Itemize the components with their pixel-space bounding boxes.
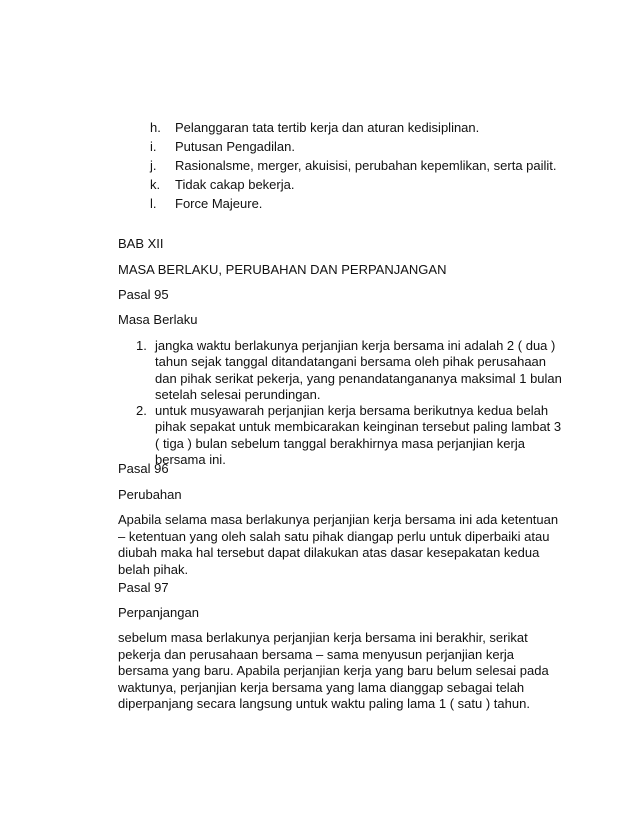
text-line: tahun sejak tanggal ditandatangani bersama oleh pihak perusahaan	[155, 354, 547, 370]
text-line: Apabila selama masa berlakunya perjanjian kerja bersama ini ada ketentuan	[118, 512, 559, 527]
list-item-text: Force Majeure.	[175, 196, 263, 211]
text-line: untuk musyawarah perjanjian kerja bersama berikutnya kedua belah	[155, 403, 549, 418]
pasal-95-heading: Pasal 95	[118, 287, 169, 302]
text-line: belah pihak.	[118, 561, 189, 577]
text-line: waktunya, perjanjian kerja bersama yang lama dianggap sebagai telah	[118, 679, 525, 695]
list-item	[150, 194, 557, 213]
list-marker: h.	[150, 120, 161, 135]
list-marker: i.	[150, 139, 157, 154]
list-marker: j.	[150, 158, 157, 173]
pasal-95-subheading: Masa Berlaku	[118, 312, 198, 327]
pasal-96-heading: Pasal 96	[118, 461, 169, 476]
text-line: pekerja dan perusahaan bersama – sama menyusun perjanjian kerja	[118, 646, 515, 662]
list-item-text: Putusan Pengadilan.	[175, 139, 295, 154]
text-line: pihak sepakat untuk membicarakan keinginan tersebut paling lambat 3	[155, 419, 562, 435]
list-marker: k.	[150, 177, 161, 192]
list-item	[150, 137, 557, 156]
text-line: bersama ini.	[155, 452, 226, 468]
item-text	[155, 403, 561, 469]
list-item	[150, 118, 557, 137]
text-line: sebelum masa berlakunya perjanjian kerja bersama ini berakhir, serikat	[118, 630, 528, 645]
text-line: diperpanjang secara langsung untuk waktu paling lama 1 ( satu ) tahun.	[118, 696, 530, 712]
text-line: diubah maka hal tersebut dapat dilakukan atas dasar kesepakatan kedua	[118, 545, 540, 561]
chapter-label: BAB XII	[118, 236, 164, 251]
pasal-96-paragraph	[118, 512, 558, 578]
text-line: ( tiga ) bulan sebelum tanggal berakhirnya masa perjanjian kerja	[155, 435, 525, 451]
text-line: setelah selesai perundingan.	[155, 387, 321, 403]
pasal-96-subheading: Perubahan	[118, 487, 182, 502]
item-marker: 2.	[136, 403, 147, 418]
list-item	[150, 156, 557, 175]
text-line: – ketentuan yang oleh salah satu pihak diangap perlu untuk diperbaiki atau	[118, 528, 550, 544]
list-marker: l.	[150, 196, 157, 211]
pasal-97-subheading: Perpanjangan	[118, 605, 199, 620]
list-item-text: Rasionalsme, merger, akuisisi, perubahan kepemlikan, serta pailit.	[175, 158, 557, 173]
text-line: bersama yang baru. Apabila perjanjian kerja yang baru belum selesai pada	[118, 663, 549, 679]
chapter-title: MASA BERLAKU, PERUBAHAN DAN PERPANJANGAN	[118, 262, 447, 277]
list-item	[150, 175, 557, 194]
pasal-97-heading: Pasal 97	[118, 580, 169, 595]
lettered-list	[150, 118, 557, 213]
list-item-text: Pelanggaran tata tertib kerja dan aturan kedisiplinan.	[175, 120, 480, 135]
item-text	[155, 338, 562, 404]
text-line: jangka waktu berlakunya perjanjian kerja bersama ini adalah 2 ( dua )	[155, 338, 556, 353]
list-item-text: Tidak cakap bekerja.	[175, 177, 295, 192]
text-line: dan pihak serikat pekerja, yang penandatangananya maksimal 1 bulan	[155, 370, 562, 386]
pasal-97-paragraph	[118, 630, 549, 713]
item-marker: 1.	[136, 338, 147, 353]
